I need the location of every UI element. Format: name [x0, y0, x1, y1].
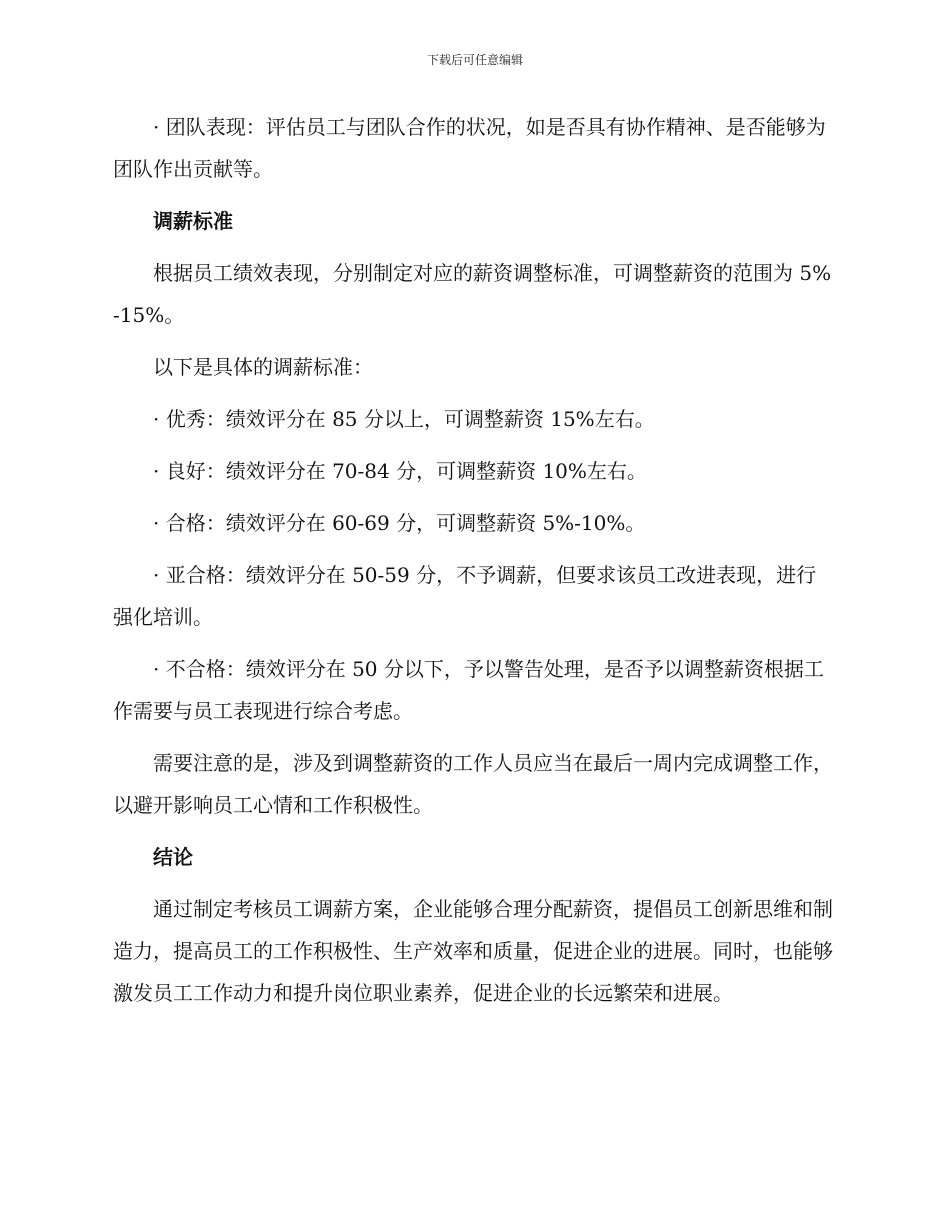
salary-standard-heading: 调薪标准 [153, 209, 233, 233]
salary-intro-paragraph: 根据员工绩效表现，分别制定对应的薪资调整标准，可调整薪资的范围为 5%-15%。 [113, 261, 832, 327]
page-header: 下载后可任意编辑 [426, 53, 523, 67]
standard-good: · 良好：绩效评分在 70-84 分，可调整薪资 10%左右。 [153, 459, 647, 483]
team-performance-paragraph: · 团队表现：评估员工与团队合作的状况，如是否具有协作精神、是否能够为团队作出贡献等。 [113, 115, 826, 181]
conclusion-paragraph: 通过制定考核员工调薪方案，企业能够合理分配薪资，提倡员工创新思维和制造力，提高员工的工作积极性、生产效率和质量，促进企业的进展。同时，也能够激发员工工作动力和提升岗位职业素养，促进企业的长远繁荣和进展。 [113, 897, 833, 1005]
salary-list-intro: 以下是具体的调薪标准： [153, 355, 373, 379]
standard-excellent: · 优秀：绩效评分在 85 分以上，可调整薪资 15%左右。 [153, 407, 655, 431]
standard-pass: · 合格：绩效评分在 60-69 分，可调整薪资 5%-10%。 [153, 511, 646, 535]
standard-fail: · 不合格：绩效评分在 50 分以下，予以警告处理，是否予以调整薪资根据工作需要与员工表现进行综合考虑。 [113, 657, 824, 723]
standard-sub-pass: · 亚合格：绩效评分在 50-59 分，不予调薪，但要求该员工改进表现，进行强化培训。 [113, 563, 817, 629]
document-body [113, 106, 833, 1014]
conclusion-heading: 结论 [153, 845, 193, 869]
note-paragraph: 需要注意的是，涉及到调整薪资的工作人员应当在最后一周内完成调整工作，以避开影响员工心情和工作积极性。 [113, 751, 833, 817]
